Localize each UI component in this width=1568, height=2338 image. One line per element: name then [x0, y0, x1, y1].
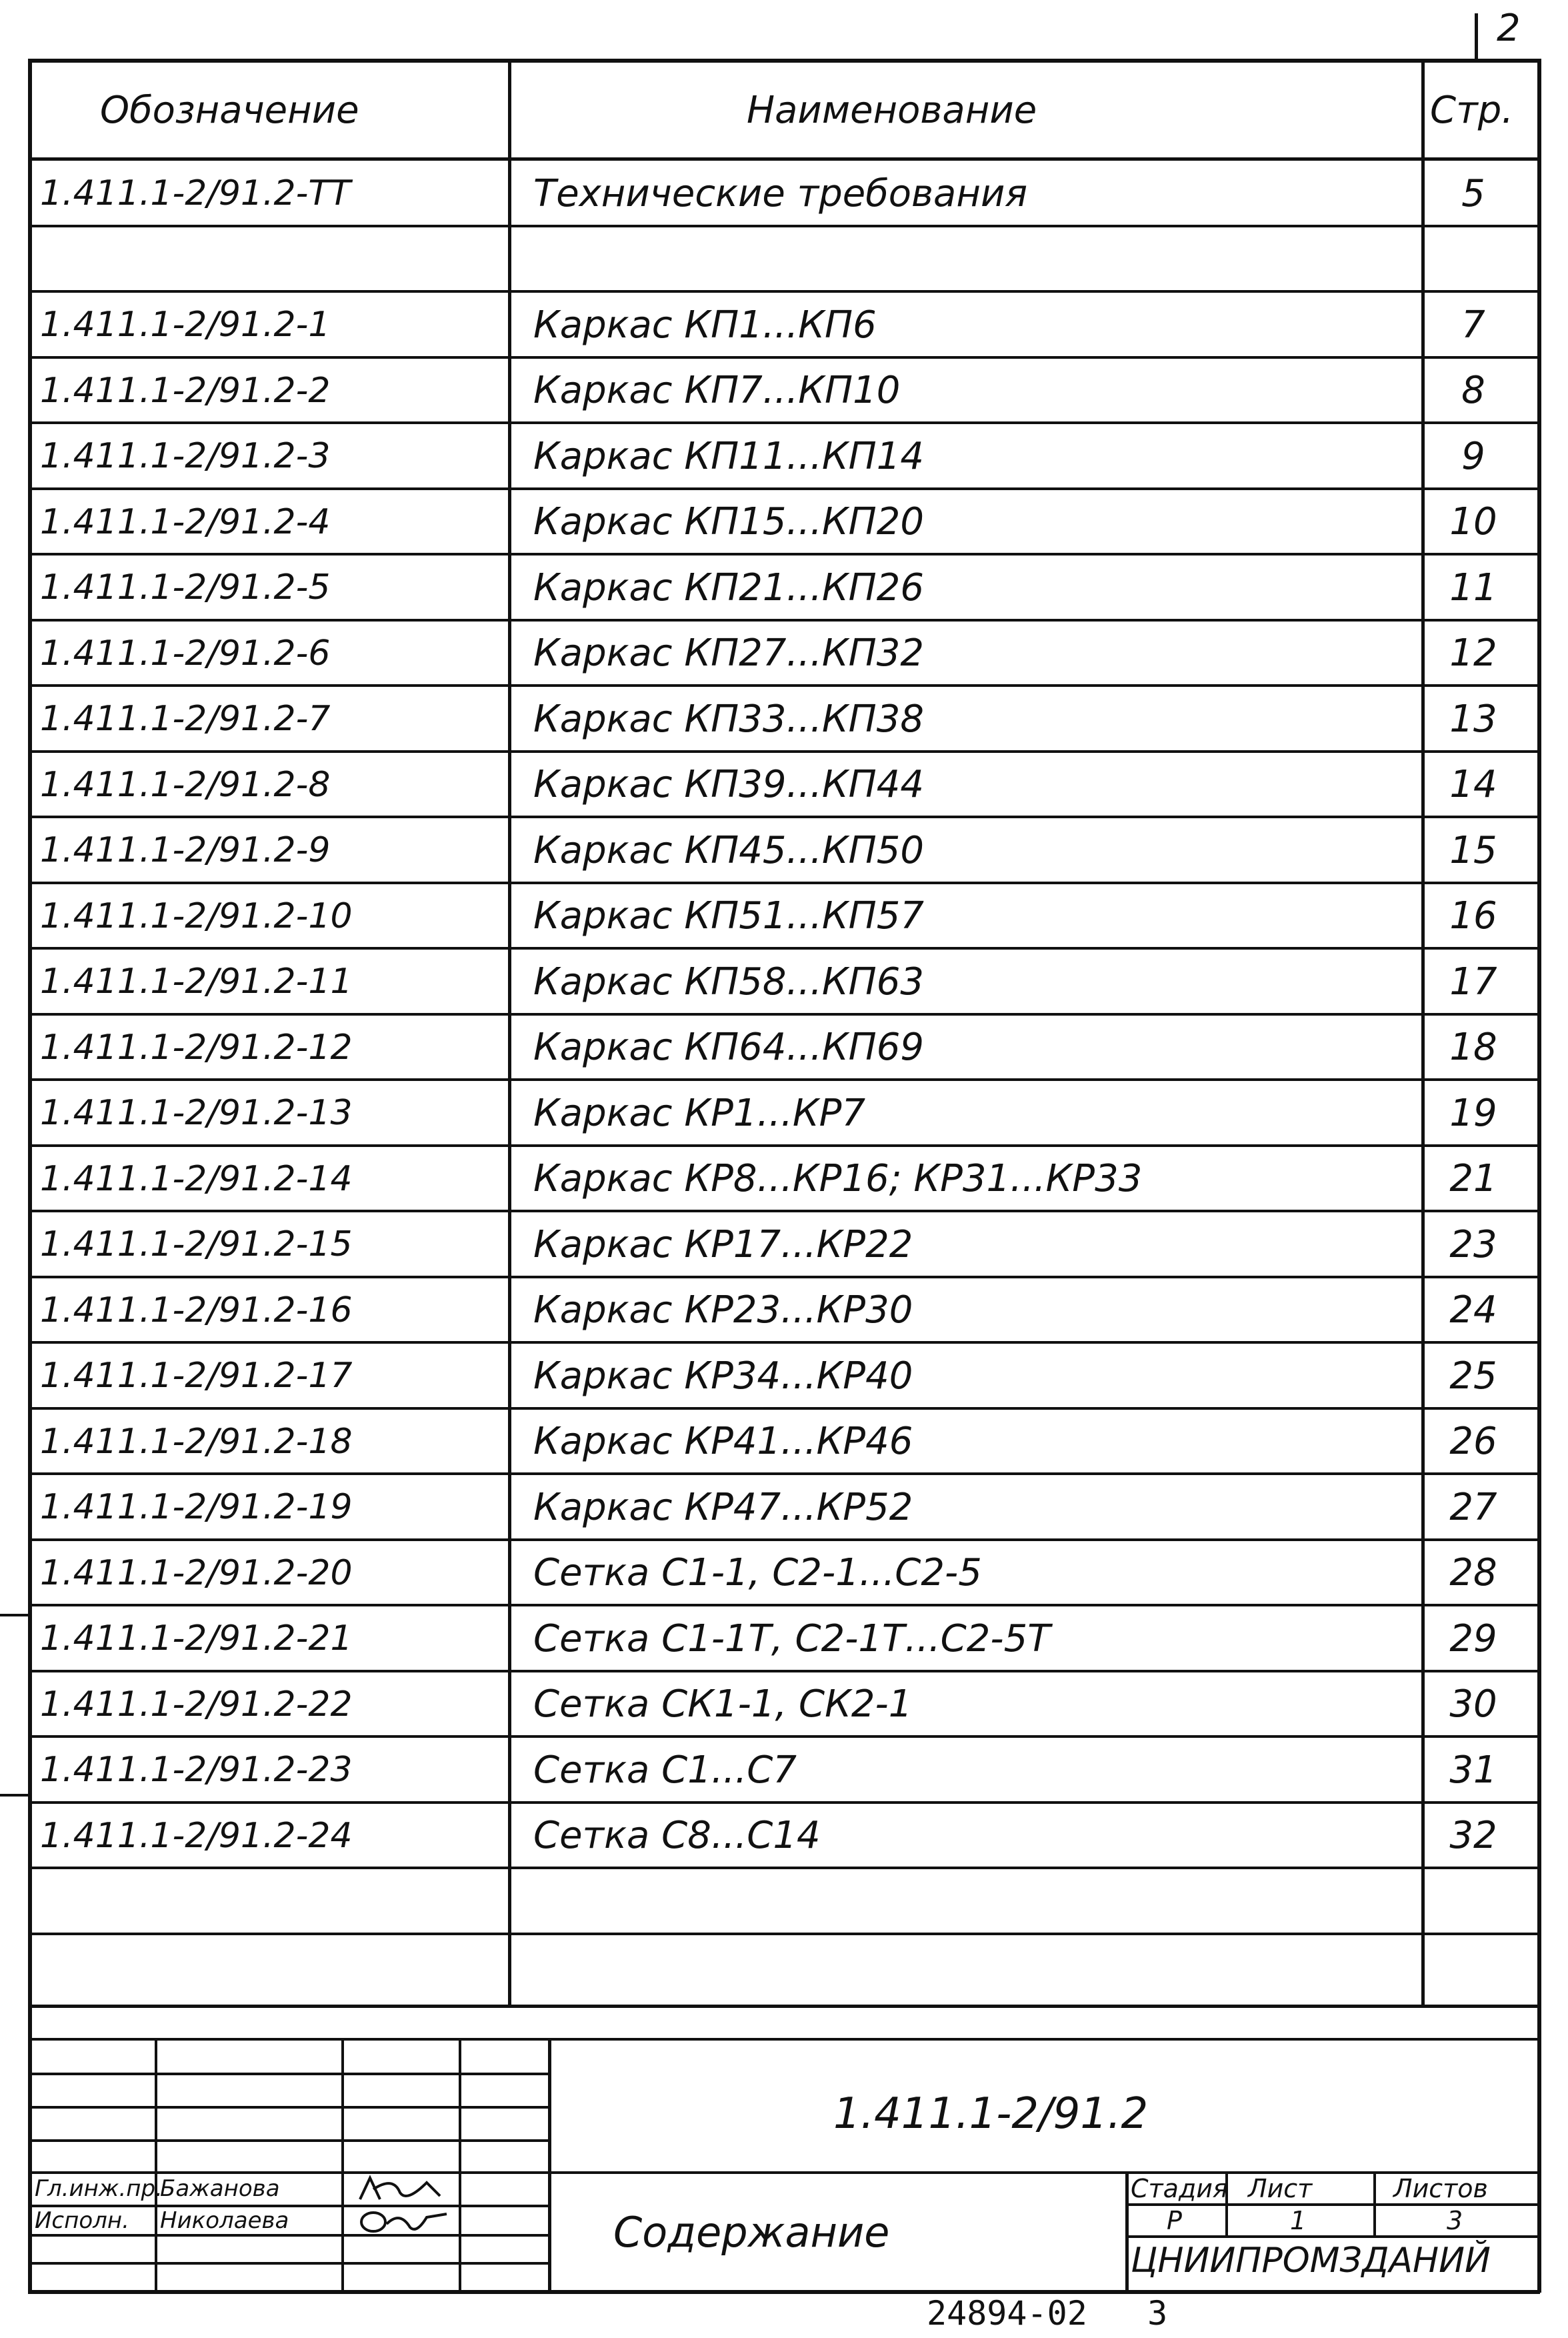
row-name: Каркас КР41...КР46 — [533, 1420, 913, 1464]
row-name: Каркас КП33...КП38 — [533, 697, 925, 741]
header-name: Наименование — [747, 88, 1037, 132]
frame-left — [28, 59, 32, 2293]
row-code: 1.411.1-2/91.2-12 — [40, 1027, 353, 1068]
person-name-1: Бажанова — [160, 2175, 280, 2202]
row-code: 1.411.1-2/91.2-20 — [40, 1552, 353, 1593]
row-name: Сетка С1-1Т, С2-1Т...С2-5Т — [533, 1616, 1051, 1660]
row-code: 1.411.1-2/91.2-3 — [40, 436, 331, 477]
row-page: 31 — [1449, 1748, 1497, 1792]
frame-bottom — [28, 2290, 1540, 2294]
row-name: Каркас КР1...КР7 — [533, 1091, 866, 1135]
row-page: 29 — [1449, 1616, 1497, 1660]
row-name: Каркас КП45...КП50 — [533, 828, 925, 872]
row-page: 10 — [1449, 500, 1497, 544]
row-code: 1.411.1-2/91.2-19 — [40, 1487, 353, 1528]
col-divider-1 — [508, 59, 511, 2006]
row-page: 14 — [1449, 763, 1497, 807]
row-name: Каркас КР23...КР30 — [533, 1288, 913, 1332]
row-code: 1.411.1-2/91.2-22 — [40, 1684, 353, 1724]
row-name: Каркас КП11...КП14 — [533, 434, 925, 478]
row-name: Каркас КР34...КР40 — [533, 1354, 913, 1398]
row-code: 1.411.1-2/91.2-24 — [40, 1815, 353, 1856]
row-code: 1.411.1-2/91.2-11 — [40, 962, 353, 1002]
row-code — [40, 1869, 507, 1935]
row-code: 1.411.1-2/91.2-23 — [40, 1750, 353, 1791]
row-page: 32 — [1449, 1814, 1497, 1858]
row-name: Каркас КП27...КП32 — [533, 632, 925, 676]
row-page: 28 — [1449, 1551, 1497, 1595]
row-name — [533, 227, 1387, 293]
row-name: Каркас КП51...КП57 — [533, 894, 925, 938]
margin-tick-1 — [0, 1614, 29, 1616]
row-name: Каркас КР17...КР22 — [533, 1222, 913, 1266]
row-code: 1.411.1-2/91.2-7 — [40, 699, 331, 740]
row-name — [533, 1869, 1387, 1935]
row-code: 1.411.1-2/91.2-15 — [40, 1224, 353, 1265]
row-code: 1.411.1-2/91.2-16 — [40, 1290, 353, 1330]
tb-vert-c — [459, 2038, 461, 2291]
header-designation: Обозначение — [100, 88, 359, 132]
row-name: Каркас КП64...КП69 — [533, 1026, 925, 1070]
row-name: Каркас КП21...КП26 — [533, 565, 925, 610]
header-page: Стр. — [1430, 88, 1514, 132]
row-page: 25 — [1449, 1354, 1497, 1398]
row-name: Сетка СК1-1, СК2-1 — [533, 1682, 913, 1726]
row-code: 1.411.1-2/91.2-1 — [40, 305, 331, 345]
row-page: 30 — [1449, 1682, 1497, 1726]
row-page: 21 — [1449, 1157, 1497, 1201]
row-page: 5 — [1461, 171, 1485, 215]
frame-right — [1537, 59, 1541, 2293]
tb-h-2 — [28, 2106, 549, 2109]
row-name: Каркас КП58...КП63 — [533, 960, 925, 1004]
row-code: 1.411.1-2/91.2-21 — [40, 1618, 353, 1659]
tb-h-3 — [28, 2139, 549, 2142]
doc-code: 1.411.1-2/91.2 — [833, 2089, 1149, 2139]
person-role-1: Гл.инж.пр. — [35, 2175, 163, 2202]
row-name: Сетка С1-1, С2-1...С2-5 — [533, 1551, 982, 1595]
sheets-label: Листов — [1393, 2174, 1488, 2203]
row-name: Каркас КП7...КП10 — [533, 369, 901, 413]
row-code: 1.411.1-2/91.2-9 — [40, 830, 331, 871]
sheet-label: Лист — [1248, 2174, 1313, 2203]
tb-right-h1 — [1125, 2203, 1540, 2206]
row-page: 17 — [1449, 960, 1497, 1004]
row-page: 8 — [1461, 369, 1485, 413]
organization: ЦНИИПРОМЗДАНИЙ — [1131, 2241, 1491, 2281]
tb-right-vert — [1125, 2171, 1129, 2291]
footer-number: 24894-02 3 — [927, 2294, 1168, 2333]
stage-value: Р — [1167, 2206, 1182, 2235]
row-code — [40, 227, 507, 293]
row-code: 1.411.1-2/91.2-5 — [40, 567, 331, 608]
sheets-value: 3 — [1447, 2206, 1463, 2235]
row-code: 1.411.1-2/91.2-17 — [40, 1356, 353, 1396]
frame-top — [28, 59, 1540, 63]
tb-vert-main — [548, 2038, 551, 2291]
row-page: 15 — [1449, 828, 1497, 872]
row-page — [1427, 1869, 1520, 1935]
row-page: 26 — [1449, 1420, 1497, 1464]
row-page: 16 — [1449, 894, 1497, 938]
stage-label: Стадия — [1131, 2174, 1228, 2203]
tb-top-line — [28, 2005, 1540, 2008]
col-divider-2 — [1421, 59, 1425, 2006]
row-code: 1.411.1-2/91.2-8 — [40, 764, 331, 805]
tb-vert-b — [341, 2038, 344, 2291]
person-role-2: Исполн. — [35, 2207, 129, 2234]
row-name: Технические требования — [533, 171, 1028, 215]
row-page: 13 — [1449, 697, 1497, 741]
row-code: 1.411.1-2/91.2-10 — [40, 896, 353, 936]
row-code: 1.411.1-2/91.2-ТТ — [40, 173, 351, 214]
tb-h-6 — [28, 2234, 549, 2237]
row-name: Сетка С8...С14 — [533, 1814, 821, 1858]
row-code: 1.411.1-2/91.2-18 — [40, 1421, 353, 1462]
row-name: Каркас КП15...КП20 — [533, 500, 925, 544]
tb-vert-a — [155, 2038, 157, 2291]
row-code: 1.411.1-2/91.2-14 — [40, 1158, 353, 1199]
tb-h-4 — [28, 2171, 1540, 2174]
signature-2 — [353, 2207, 453, 2237]
person-name-2: Николаева — [160, 2207, 289, 2234]
row-page: 7 — [1461, 303, 1485, 347]
margin-tick-2 — [0, 1794, 29, 1797]
row-name: Сетка С1...С7 — [533, 1748, 797, 1792]
row-code: 1.411.1-2/91.2-2 — [40, 370, 331, 411]
row-page: 9 — [1461, 434, 1485, 478]
row-page: 11 — [1449, 565, 1497, 610]
row-page: 23 — [1449, 1222, 1497, 1266]
row-name: Каркас КП39...КП44 — [533, 763, 925, 807]
doc-title: Содержание — [613, 2207, 890, 2257]
row-page: 18 — [1449, 1026, 1497, 1070]
row-name: Каркас КР8...КР16; КР31...КР33 — [533, 1157, 1143, 1201]
row-page: 12 — [1449, 632, 1497, 676]
sheet-value: 1 — [1290, 2206, 1307, 2235]
row-page: 27 — [1449, 1485, 1497, 1529]
tb-h-7 — [28, 2262, 549, 2265]
row-code: 1.411.1-2/91.2-6 — [40, 633, 331, 674]
row-name: Каркас КП1...КП6 — [533, 303, 877, 347]
tb-h-1 — [28, 2073, 549, 2075]
row-page: 19 — [1449, 1091, 1497, 1135]
row-page — [1427, 227, 1520, 293]
sheet-mark: 2 — [1497, 7, 1521, 50]
tb-right-h2 — [1125, 2235, 1540, 2238]
sheet-mark-divider — [1475, 13, 1478, 60]
signature-1 — [353, 2173, 447, 2206]
row-page: 24 — [1449, 1288, 1497, 1332]
row-name: Каркас КР47...КР52 — [533, 1485, 913, 1529]
row-code: 1.411.1-2/91.2-4 — [40, 501, 331, 542]
row-code: 1.411.1-2/91.2-13 — [40, 1093, 353, 1134]
tb-line-2 — [28, 2038, 1540, 2041]
